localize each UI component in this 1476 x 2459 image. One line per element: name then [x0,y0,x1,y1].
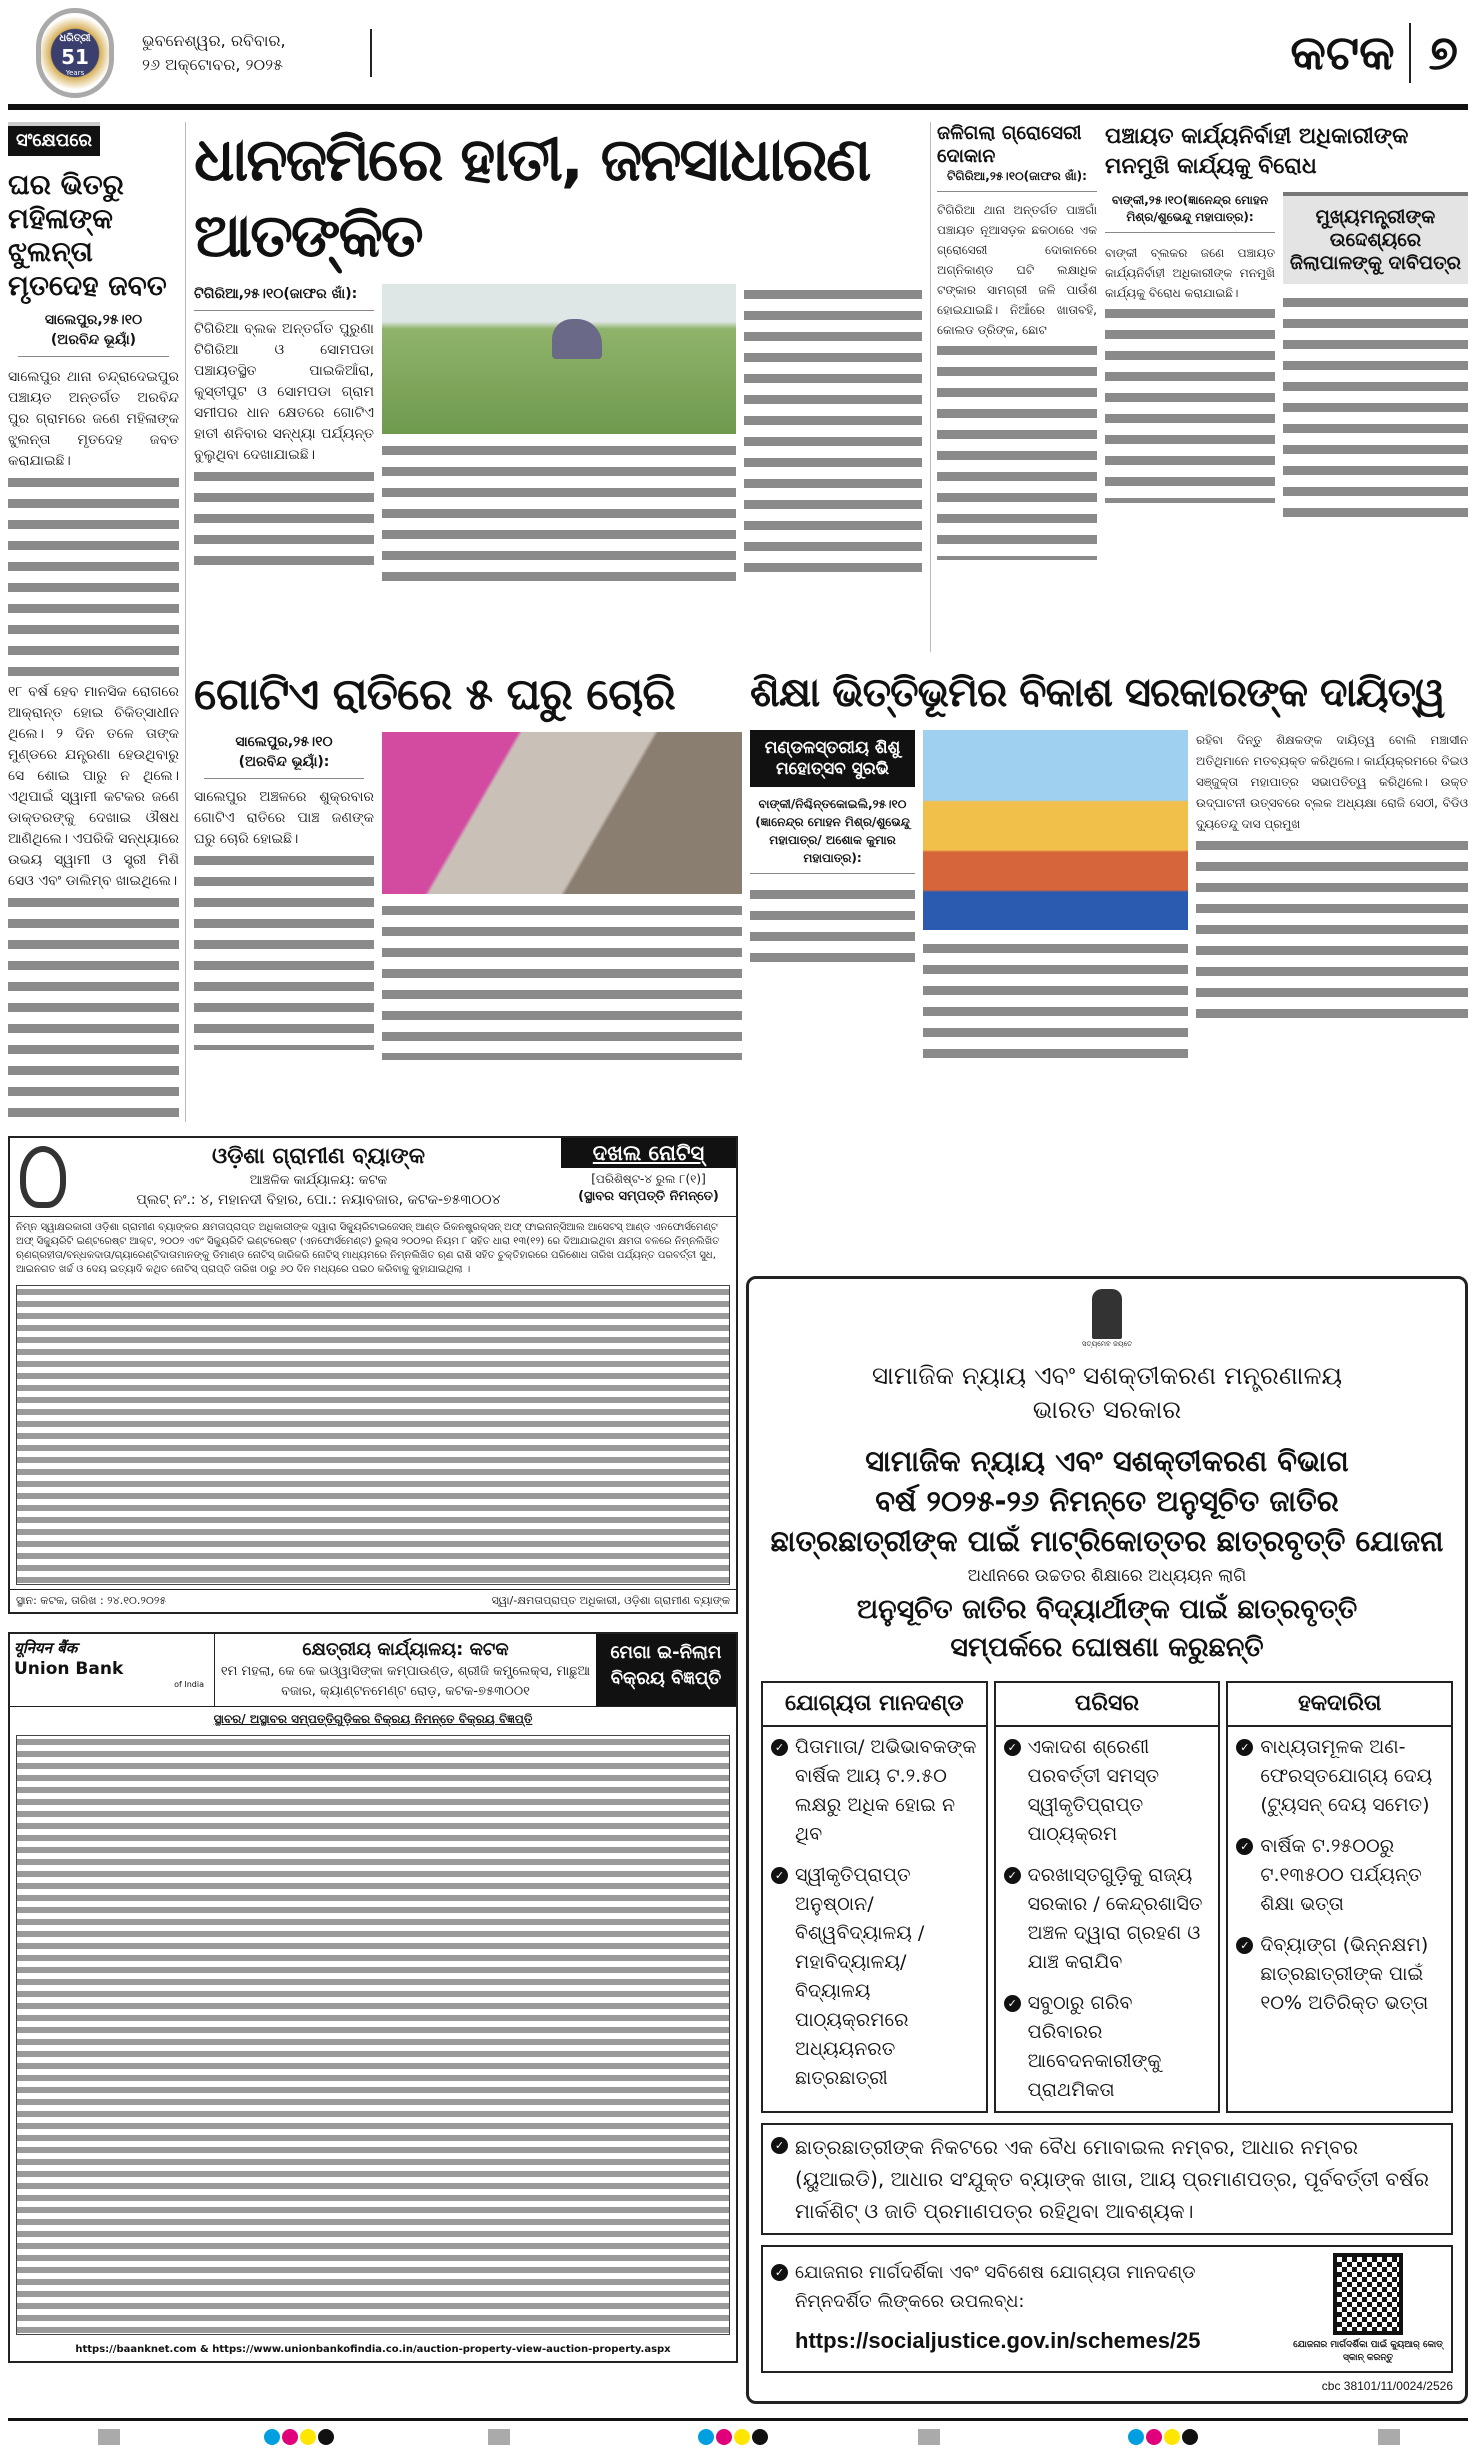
entitlement-column: ହକଦାରିତା ✓ ବାଧ୍ୟତାମୂଳକ ଅଣ-ଫେରସ୍ତଯୋଗ୍ୟ ଦେୟ (ଟ୍ୟୁସନ୍ ଦେୟ ସମେତ) ✓ ବାର୍ଷିକ ଟ.୨୫୦୦ରୁ ଟ.୧୩୫୦୦ ପର୍ଯ୍ୟନ୍ତ ଶିକ୍ଷା ଭତ୍ତା ✓ ଦିବ୍ୟାଙ୍ଗ (ଭିନ୍ନକ୍ଷମ) ଛାତ୍ରଛାତ୍ରୀଙ୍କ ପାଇଁ ୧୦% ଅତିରିକ୍ତ ଭତ୍ତା [1226,1681,1453,2113]
color-dots [698,2429,770,2449]
registration-square [1378,2429,1400,2445]
grocery-story: ଜଳିଗଲା ଗ୍ରୋସେରୀ ଦୋକାନ ଟିଗିରିଆ,୨୫।୧୦(ଜାଫର ଖାଁ): ଟିଗିରିଆ ଥାନା ଅନ୍ତର୍ଗତ ପାଞ୍ଚଗାଁ ପଞ୍ଚାୟତ ନୂଆସଡ଼କ ଛକଠାରେ ଏକ ଗ୍ରୋସେରୀ ଦୋକାନରେ ଅଗ୍ନିକାଣ୍ଡ ଘଟି ଲକ୍ଷାଧିକ ଟଙ୍କାର ସାମଗ୍ରୀ ଜଳି ପାଉଁଶ ହୋଇଯାଇଛି। ନିଆଁରେ ଖାତାବହି, କୋଲଡ ଡ୍ରିଙ୍କ, ଛୋଟ [937,122,1097,652]
check-icon: ✓ [1004,1867,1021,1884]
theft-headline: ଗୋଟିଏ ରାତିରେ ୫ ଘରୁ ଚୋରି [194,669,675,721]
education-box: ମଣ୍ଡଳସ୍ତରୀୟ ଶିଶୁ ମହୋତ୍ସବ ସୁରଭି [750,730,915,787]
check-icon: ✓ [771,1739,788,1756]
brief-headline: ଘର ଭିତରୁ ମହିଳାଙ୍କ ଝୁଲନ୍ତା ମୃତଦେହ ଜବତ [8,168,167,302]
education-body: ରହିବା ଦିନ୍ତୁ ଶିକ୍ଷକଙ୍କ ଦାୟିତ୍ୱ ବୋଲି ମଞ୍ଚାସୀନ ଅତିଥିମାନେ ମତବ୍ୟକ୍ତ କରିଥିଲେ। କାର୍ଯ୍ୟକ୍ରମରେ ବିଇଓ ସଞ୍ଜୁକ୍ତା ମହାପାତ୍ର ସଭାପତିତ୍ୱ କରିଥିଲେ। ଉକ୍ତ ଉଦ୍‌ଘାଟନୀ ଉତ୍ସବରେ ବ୍ଲକ ଅଧ୍ୟକ୍ଷା ରୋଜି ସେଠୀ, ବିଡିଓ ଦ୍ୟୁତେନ୍ଦୁ ଦାସ ପ୍ରମୁଖ [1196,730,1468,1058]
right-stories [930,122,1468,652]
notice-table [16,1285,730,1585]
qr-code[interactable] [1333,2253,1403,2335]
panchayat-headline: ପଞ୍ଚାୟତ କାର୍ଯ୍ୟନିର୍ବାହୀ ଅଧିକାରୀଙ୍କ ମନମୁଖି କାର୍ଯ୍ୟକୁ ବିରୋଧ [1105,124,1409,179]
requirements-box: ✓ ଛାତ୍ରଛାତ୍ରୀଙ୍କ ନିକଟରେ ଏକ ବୈଧ ମୋବାଇଲ ନମ୍ବର, ଆଧାର ନମ୍ବର (ୟୁଆଇଡି), ଆଧାର ସଂଯୁକ୍ତ ବ୍ୟାଙ୍କ ଖାତା, ଆୟ ପ୍ରମାଣପତ୍ର, ପୂର୍ବବର୍ତ୍ତୀ ବର୍ଷର ମାର୍କଶିଟ୍ ଓ ଜାତି ପ୍ରମାଣପତ୍ର ରହିଥିବା ଆବଶ୍ୟକ। [761,2123,1453,2235]
theft-story: ସାଲେପୁର,୨୫।୧୦ (ଅରବିନ୍ଦ ଭୂୟାଁ): ସାଲେପୁର ଅଞ୍ଚଳରେ ଶୁକ୍ରବାର ଗୋଟିଏ ରାତିରେ ପାଞ୍ଚ ଜଣଙ୍କ ଘରୁ ଚୋରି ହୋଇଛି। [194,732,374,1060]
union-bank-logo: यूनियन बैंक Union Bank of India [10,1634,215,1706]
theft-photo [382,732,742,894]
check-icon: ✓ [1236,1838,1253,1855]
check-icon: ✓ [1236,1937,1253,1954]
check-icon: ✓ [771,2137,788,2154]
page-number: ୭ [1428,25,1458,81]
check-icon: ✓ [1004,1739,1021,1756]
national-emblem-icon: ସତ୍ୟମେବ ଜୟତେ [1077,1289,1137,1349]
education-dateline: ବାଙ୍କୀ/ନିଶ୍ଚିନ୍ତକୋଇଲି,୨୫।୧୦ (ଜ୍ଞାନେନ୍ଦ୍ର ମୋହନ ମିଶ୍ର/ଶୁଭେନ୍ଦୁ ମହାପାତ୍ର/ ଅଶୋକ କୁମାର ମହାପାତ୍ର): [750,795,915,874]
bank-logo [20,1146,66,1208]
auction-table [16,1735,730,2335]
edition-name: କଟକ [1290,23,1410,83]
color-dots [264,2429,336,2449]
education-headline: ଶିକ୍ଷା ଭିତ୍ତିଭୂମିର ବିକାଶ ସରକାରଙ୍କ ଦାୟିତ୍ୱ [750,670,1445,717]
scope-column: ପରିସର ✓ ଏକାଦଶ ଶ୍ରେଣୀ ପରବର୍ତ୍ତୀ ସମସ୍ତ ସ୍ୱୀକୃତିପ୍ରାପ୍ତ ପାଠ୍ୟକ୍ରମ ✓ ଦରଖାସ୍ତଗୁଡ଼ିକୁ ରାଜ୍ୟ ସରକାର / କେନ୍ଦ୍ରଶାସିତ ଅଞ୍ଚଳ ଦ୍ୱାରା ଗ୍ରହଣ ଓ ଯାଞ୍ଚ କରାଯିବ ✓ ସବୁଠାରୁ ଗରିବ ପରିବାରର ଆବେଦନକାରୀଙ୍କୁ ପ୍ରାଥମିକତା [994,1681,1221,2113]
check-icon: ✓ [1004,1995,1021,2012]
lead-area [194,122,922,652]
theft-area [194,666,742,1122]
color-dots [1128,2429,1200,2449]
scheme-link[interactable]: https://socialjustice.gov.in/schemes/25 [795,2328,1201,2354]
registration-marks [8,2429,1468,2459]
elephant-figure [552,319,602,359]
panchayat-box: ମୁଖ୍ୟମନ୍ତ୍ରୀଙ୍କ ଉଦ୍ଦେଶ୍ୟରେ ଜିଲାପାଳଙ୍କୁ ଦାବିପତ୍ର [1283,192,1468,284]
eligibility-column: ଯୋଗ୍ୟତା ମାନଦଣ୍ଡ ✓ ପିତାମାତା/ ଅଭିଭାବକଙ୍କ ବାର୍ଷିକ ଆୟ ଟ.୨.୫୦ ଲକ୍ଷରୁ ଅଧିକ ହୋଇ ନ ଥିବ ✓ ସ୍ୱୀକୃତିପ୍ରାପ୍ତ ଅନୁଷ୍ଠାନ/ ବିଶ୍ୱବିଦ୍ୟାଳୟ / ମହାବିଦ୍ୟାଳୟ/ ବିଦ୍ୟାଳୟ ପାଠ୍ୟକ୍ରମରେ ଅଧ୍ୟୟନରତ ଛାତ୍ରଛାତ୍ରୀ [761,1681,988,2113]
lead-headline: ଧାନଜମିରେ ହାତୀ, ଜନସାଧାରଣ ଆତଙ୍କିତ [194,125,870,271]
dance-photo [923,730,1188,930]
check-icon: ✓ [1236,1739,1253,1756]
registration-square [98,2429,120,2445]
social-justice-ad: ସତ୍ୟମେବ ଜୟତେ ସାମାଜିକ ନ୍ୟାୟ ଏବଂ ସଶକ୍ତୀକରଣ ମନ୍ତ୍ରଣାଳୟ ଭାରତ ସରକାର ସାମାଜିକ ନ୍ୟାୟ ଏବଂ ସଶକ୍ତୀକରଣ ବିଭାଗ ବର୍ଷ ୨୦୨୫-୨୬ ନିମନ୍ତେ ଅନୁସୂଚିତ ଜାତିର ଛାତ୍ରଛାତ୍ରୀଙ୍କ ପାଇଁ ମାଟ୍ରିକୋତ୍ତର ଛାତ୍ରବୃତ୍ତି ଯୋଜନା ଅଧୀନରେ ଉଚ୍ଚତର ଶିକ୍ଷାରେ ଅଧ୍ୟୟନ ଲାଗି ଅନୁସୂଚିତ ଜାତିର ବିଦ୍ୟାର୍ଥୀଙ୍କ ପାଇଁ ଛାତ୍ରବୃତ୍ତି ସମ୍ପର୍କରେ ଘୋଷଣା କରୁଛନ୍ତି ଯୋଗ୍ୟତା ମାନଦଣ୍ଡ ✓ ପିତାମାତା/ ଅଭିଭାବକଙ୍କ ବାର୍ଷିକ ଆୟ ଟ.୨.୫୦ ଲକ୍ଷରୁ ଅଧିକ ହୋଇ ନ ଥିବ ✓ ସ୍ୱୀକୃତିପ୍ରାପ୍ତ ଅନୁଷ୍ଠାନ/ ବିଶ୍ୱବିଦ୍ୟାଳୟ / ମହାବିଦ୍ୟାଳୟ/ ବିଦ୍ୟାଳୟ ପାଠ୍ୟକ୍ରମରେ ଅଧ୍ୟୟନରତ ଛାତ୍ରଛାତ୍ରୀ ପରିସର ✓ ଏକାଦଶ ଶ୍ରେଣୀ ପରବର୍ତ୍ତୀ ସମସ୍ତ ସ୍ୱୀକୃତିପ୍ରାପ୍ତ ପାଠ୍ୟକ୍ରମ ✓ ଦରଖାସ୍ତଗୁଡ଼ିକୁ ରାଜ୍ୟ ସରକାର / କେନ୍ଦ୍ରଶାସିତ ଅଞ୍ଚଳ ଦ୍ୱାରା ଗ୍ରହଣ ଓ ଯାଞ୍ଚ କରାଯିବ ✓ ସବୁଠାରୁ ଗରିବ ପରିବାରର ଆବେଦନକାରୀଙ୍କୁ ପ୍ରାଥମିକତା ହକଦାରିତା ✓ ବାଧ୍ୟତାମୂଳକ ଅଣ-ଫେରସ୍ତଯୋଗ୍ୟ ଦେୟ (ଟ୍ୟୁସନ୍ ଦେୟ ସମେତ) ✓ ବାର୍ଷିକ ଟ.୨୫୦୦ରୁ ଟ.୧୩୫୦୦ ପର୍ଯ୍ୟନ୍ତ ଶିକ୍ଷା ଭତ୍ତା ✓ ଦିବ୍ୟାଙ୍ଗ (ଭିନ୍ନକ୍ଷମ) ଛାତ୍ରଛାତ୍ରୀଙ୍କ ପାଇଁ ୧୦% ଅତିରିକ୍ତ ଭତ୍ତା ✓ ଛାତ୍ରଛାତ୍ରୀଙ୍କ ନିକଟରେ ଏକ ବୈଧ ମୋବାଇଲ ନମ୍ବର, ଆଧାର ନମ୍ବର (ୟୁଆଇଡି), ଆଧାର ସଂଯୁକ୍ତ ବ୍ୟାଙ୍କ ଖାତା, ଆୟ ପ୍ରମାଣପତ୍ର, ପୂର୍ବବର୍ତ୍ତୀ ବର୍ଷର ମାର୍କଶିଟ୍ ଓ ଜାତି ପ୍ରମାଣପତ୍ର ରହିଥିବା ଆବଶ୍ୟକ। ✓ ଯୋଜନାର ମାର୍ଗଦର୍ଶିକା ଏବଂ ସବିଶେଷ ଯୋଗ୍ୟତା ମାନଦଣ୍ଡ ନିମ୍ନଦର୍ଶିତ ଲିଙ୍କରେ ଉପଲବ୍ଧ: https://socialjustice.gov.in/schemes/25 ଯୋଜନାର ମାର୍ଗଦର୍ଶିକା ପାଇଁ କ୍ୟୁଆର୍ କୋଡ୍ ସ୍କାନ୍ କରନ୍ତୁ cbc 38101/11/0024/2526 [746,1276,1468,2404]
check-icon: ✓ [771,2264,788,2281]
masthead [8,0,1468,110]
ad-code: cbc 38101/11/0024/2526 [1321,2379,1453,2394]
issue-date: ଭୁବନେଶ୍ୱର, ରବିବାର, ୨୬ ଅକ୍ଟୋବର, ୨୦୨୫ [142,29,372,77]
panchayat-story: ପଞ୍ଚାୟତ କାର୍ଯ୍ୟନିର୍ବାହୀ ଅଧିକାରୀଙ୍କ ମନମୁଖି କାର୍ଯ୍ୟକୁ ବିରୋଧ ବାଙ୍କୀ,୨୫।୧୦(ଜ୍ଞାନେନ୍ଦ୍ର ମୋହନ ମିଶ୍ର/ଶୁଭେନ୍ଦୁ ମହାପାତ୍ର): ବାଙ୍କୀ ବ୍ଲକର ଜଣେ ପଞ୍ଚାୟତ କାର୍ଯ୍ୟନିର୍ବାହୀ ଅଧିକାରୀଙ୍କ ମନମୁଖି କାର୍ଯ୍ୟକୁ ବିରୋଧ କରାଯାଇଛି। ମୁଖ୍ୟମନ୍ତ୍ରୀଙ୍କ ଉଦ୍ଦେଶ୍ୟରେ ଜିଲାପାଳଙ୍କୁ ଦାବିପତ୍ର [1105,122,1468,652]
guideline-box: ✓ ଯୋଜନାର ମାର୍ଗଦର୍ଶିକା ଏବଂ ସବିଶେଷ ଯୋଗ୍ୟତା ମାନଦଣ୍ଡ ନିମ୍ନଦର୍ଶିତ ଲିଙ୍କରେ ଉପଲବ୍ଧ: https://socialjustice.gov.in/schemes/25 ଯୋଜନାର ମାର୍ଗଦର୍ଶିକା ପାଇଁ କ୍ୟୁଆର୍ କୋଡ୍ ସ୍କାନ୍ କରନ୍ତୁ [761,2245,1453,2373]
union-bank-ad: यूनियन बैंक Union Bank of India କ୍ଷେତ୍ରୀୟ କାର୍ଯ୍ୟାଳୟ: କଟକ ୧ମ ମହଲା, କେ କେ ଭଓ୍ୱାସିଙ୍କା କମ୍ପାଉଣ୍ଡ, ଶ୍ରୀଜି କମ୍ପ୍ଲେକ୍ସ, ମାଛୁଆ ବଜାର, କ୍ୟାଣ୍ଟନମେଣ୍ଟ ରୋଡ଼, କଟକ-୭୫୩୦୦୧ ମେଗା ଇ-ନିଲାମ ବିକ୍ରୟ ବିଜ୍ଞପ୍ତି ସ୍ଥାବର/ ଅସ୍ଥାବର ସମ୍ପତ୍ତିଗୁଡ଼ିକର ବିକ୍ରୟ ନିମନ୍ତେ ବିକ୍ରୟ ବିଜ୍ଞପ୍ତି https://baanknet.com & https://www.unionbankofindia.co.in/auction-property-view-auction-property.aspx [8,1632,738,2363]
lead-story: ଟିଗିରିଆ,୨୫।୧୦(ଜାଫର ଖାଁ): ଟିଗିରିଆ ବ୍ଲକ ଅନ୍ତର୍ଗତ ପୁରୁଣା ଟିଗିରିଆ ଓ ସୋମପଡା ପଞ୍ଚାୟତସ୍ଥିତ ପାଇକିଆଁରା, କୁସ୍ତୀପୁଟ ଓ ସୋମପଡା ଗ୍ରାମ ସମୀପର ଧାନ କ୍ଷେତରେ ଗୋଟିଏ ହାତୀ ଶନିବାର ସନ୍ଧ୍ୟା ପର୍ଯ୍ୟନ୍ତ ବୁଲୁଥିବା ଦେଖାଯାଇଛି। [194,284,374,590]
brief-label: ସଂକ୍ଷେପରେ [8,122,100,156]
check-icon: ✓ [771,1867,788,1884]
mega-auction-title: ମେଗା ଇ-ନିଲାମ ବିକ୍ରୟ ବିଜ୍ଞପ୍ତି [596,1634,736,1706]
brief-column: ସଂକ୍ଷେପରେ ଘର ଭିତରୁ ମହିଳାଙ୍କ ଝୁଲନ୍ତା ମୃତଦେହ ଜବତ ସାଲେପୁର,୨୫।୧୦ (ଅରବିନ୍ଦ ଭୂୟାଁ) ସାଲେପୁର ଥାନା ଚନ୍ଦ୍ରାଦେଇପୁର ପଞ୍ଚାୟତ ଅନ୍ତର୍ଗତ ଅରବିନ୍ଦ ପୁର ଗ୍ରାମରେ ଜଣେ ମହିଳାଙ୍କ ଝୁଲନ୍ତା ମୃତଦେହ ଜବତ କରାଯାଇଛି। ୧୮ ବର୍ଷ ହେବ ମାନସିକ ରୋଗରେ ଆକ୍ରାନ୍ତ ହୋଇ ଚିକିତ୍ସାଧୀନ ଥିଲେ। ୨ ଦିନ ତଳେ ତାଙ୍କ ମୁଣ୍ଡରେ ଯନ୍ତ୍ରଣା ହେଉଥିବାରୁ ସେ ଶୋଇ ପାରୁ ନ ଥିଲେ। ଏଥିପାଇଁ ସ୍ୱାମୀ କଟକର ଜଣେ ଡାକ୍ତରଙ୍କୁ ଦେଖାଇ ଔଷଧ ଆଣିଥିଲେ। ଏପରିକି ସନ୍ଧ୍ୟାରେ ଉଭୟ ସ୍ୱାମୀ ଓ ସ୍ତ୍ରୀ ମିଶି ସେଓ ଏବଂ ଡାଲିମ୍ବ ଖାଇଥିଲେ। [8,122,186,1122]
education-area [750,666,1468,1122]
odisha-gramin-bank-ad: ଓଡ଼ିଶା ଗ୍ରାମୀଣ ବ୍ୟାଙ୍କ ଆଞ୍ଚଳିକ କାର୍ଯ୍ୟାଳୟ: କଟକ ପ୍ଲଟ୍ ନଂ.: ୪, ମହାନଦୀ ବିହାର, ପୋ.: ନୟାବଜାର, କଟକ-୭୫୩୦୦୪ ଦଖଲ ନୋଟିସ୍ [ପରିଶିଷ୍ଟ-୪ ରୁଲ ୮(୧)] (ସ୍ଥାବର ସମ୍ପତ୍ତି ନିମନ୍ତେ) ନିମ୍ନ ସ୍ୱାକ୍ଷରକାରୀ ଓଡ଼ିଶା ଗ୍ରାମୀଣ ବ୍ୟାଙ୍କର କ୍ଷମତାପ୍ରାପ୍ତ ଅଧିକାରୀଙ୍କ ଦ୍ୱାରା ସିକ୍ୟୁରିଟାଇଜେସନ୍ ଆଣ୍ଡ ରିକନଷ୍ଟ୍ରକ୍ସନ୍ ଅଫ୍ ଫାଇନାନ୍‌ସିଆଲ ଆସେଟସ୍ ଆଣ୍ଡ ଏନଫୋର୍ସମେଣ୍ଟ ଅଫ୍ ସିକ୍ୟୁରିଟି ଇଣ୍ଟରେଷ୍ଟ ଆକ୍ଟ, ୨୦୦୨ ଏବଂ ସିକ୍ୟୁରିଟି ଇଣ୍ଟରେଷ୍ଟ (ଏନଫୋର୍ସମେଣ୍ଟ) ରୁଲ୍ସ ୨୦୦୨ର ନିୟମ ୮ ସହିତ ଧାରା ୧୩(୧୨) ରେ ଦିଆଯାଇଥିବା କ୍ଷମତା ବଳରେ ନିମ୍ନଲିଖିତ ଋଣଗ୍ରହୀତା/ବନ୍ଧକଦାତା/ଗ୍ୟାରେଣ୍ଟିଦାତାମାନଙ୍କୁ ଡିମାଣ୍ଡ ନୋଟିସ୍ ଜାରିକରି ନୋଟିସ୍ ମାଧ୍ୟମରେ ନିମ୍ନଲିଖିତ ଋଣ ରାଶି ସହିତ ଚୁକ୍ତିହାରରେ ପରିଶୋଧ ତାରିଖ ପର୍ଯ୍ୟନ୍ତ ପରବର୍ତ୍ତୀ ସୁଧ, ଆଇନଗତ ଖର୍ଚ୍ଚ ଓ ଦେୟ ଇତ୍ୟାଦି କଥିତ ନୋଟିସ୍ ପ୍ରାପ୍ତି ତାରିଖ ଠାରୁ ୬୦ ଦିନ ମଧ୍ୟରେ ପଇଠ କରିବାକୁ କୁହାଯାଇଥିଲା । ସ୍ଥାନ: କଟକ, ତାରିଖ : ୨୪.୧୦.୨୦୨୫ ସ୍ୱା/-କ୍ଷମତାପ୍ରାପ୍ତ ଅଧିକାରୀ, ଓଡ଼ିଶା ଗ୍ରାମୀଣ ବ୍ୟାଙ୍କ [8,1136,738,1614]
anniversary-logo: ଧରିତ୍ରୀ 51 Years [36,8,114,98]
registration-square [918,2429,940,2445]
notice-title: ଦଖଲ ନୋଟିସ୍ [561,1138,736,1168]
registration-square [488,2429,510,2445]
elephant-photo [382,284,736,434]
